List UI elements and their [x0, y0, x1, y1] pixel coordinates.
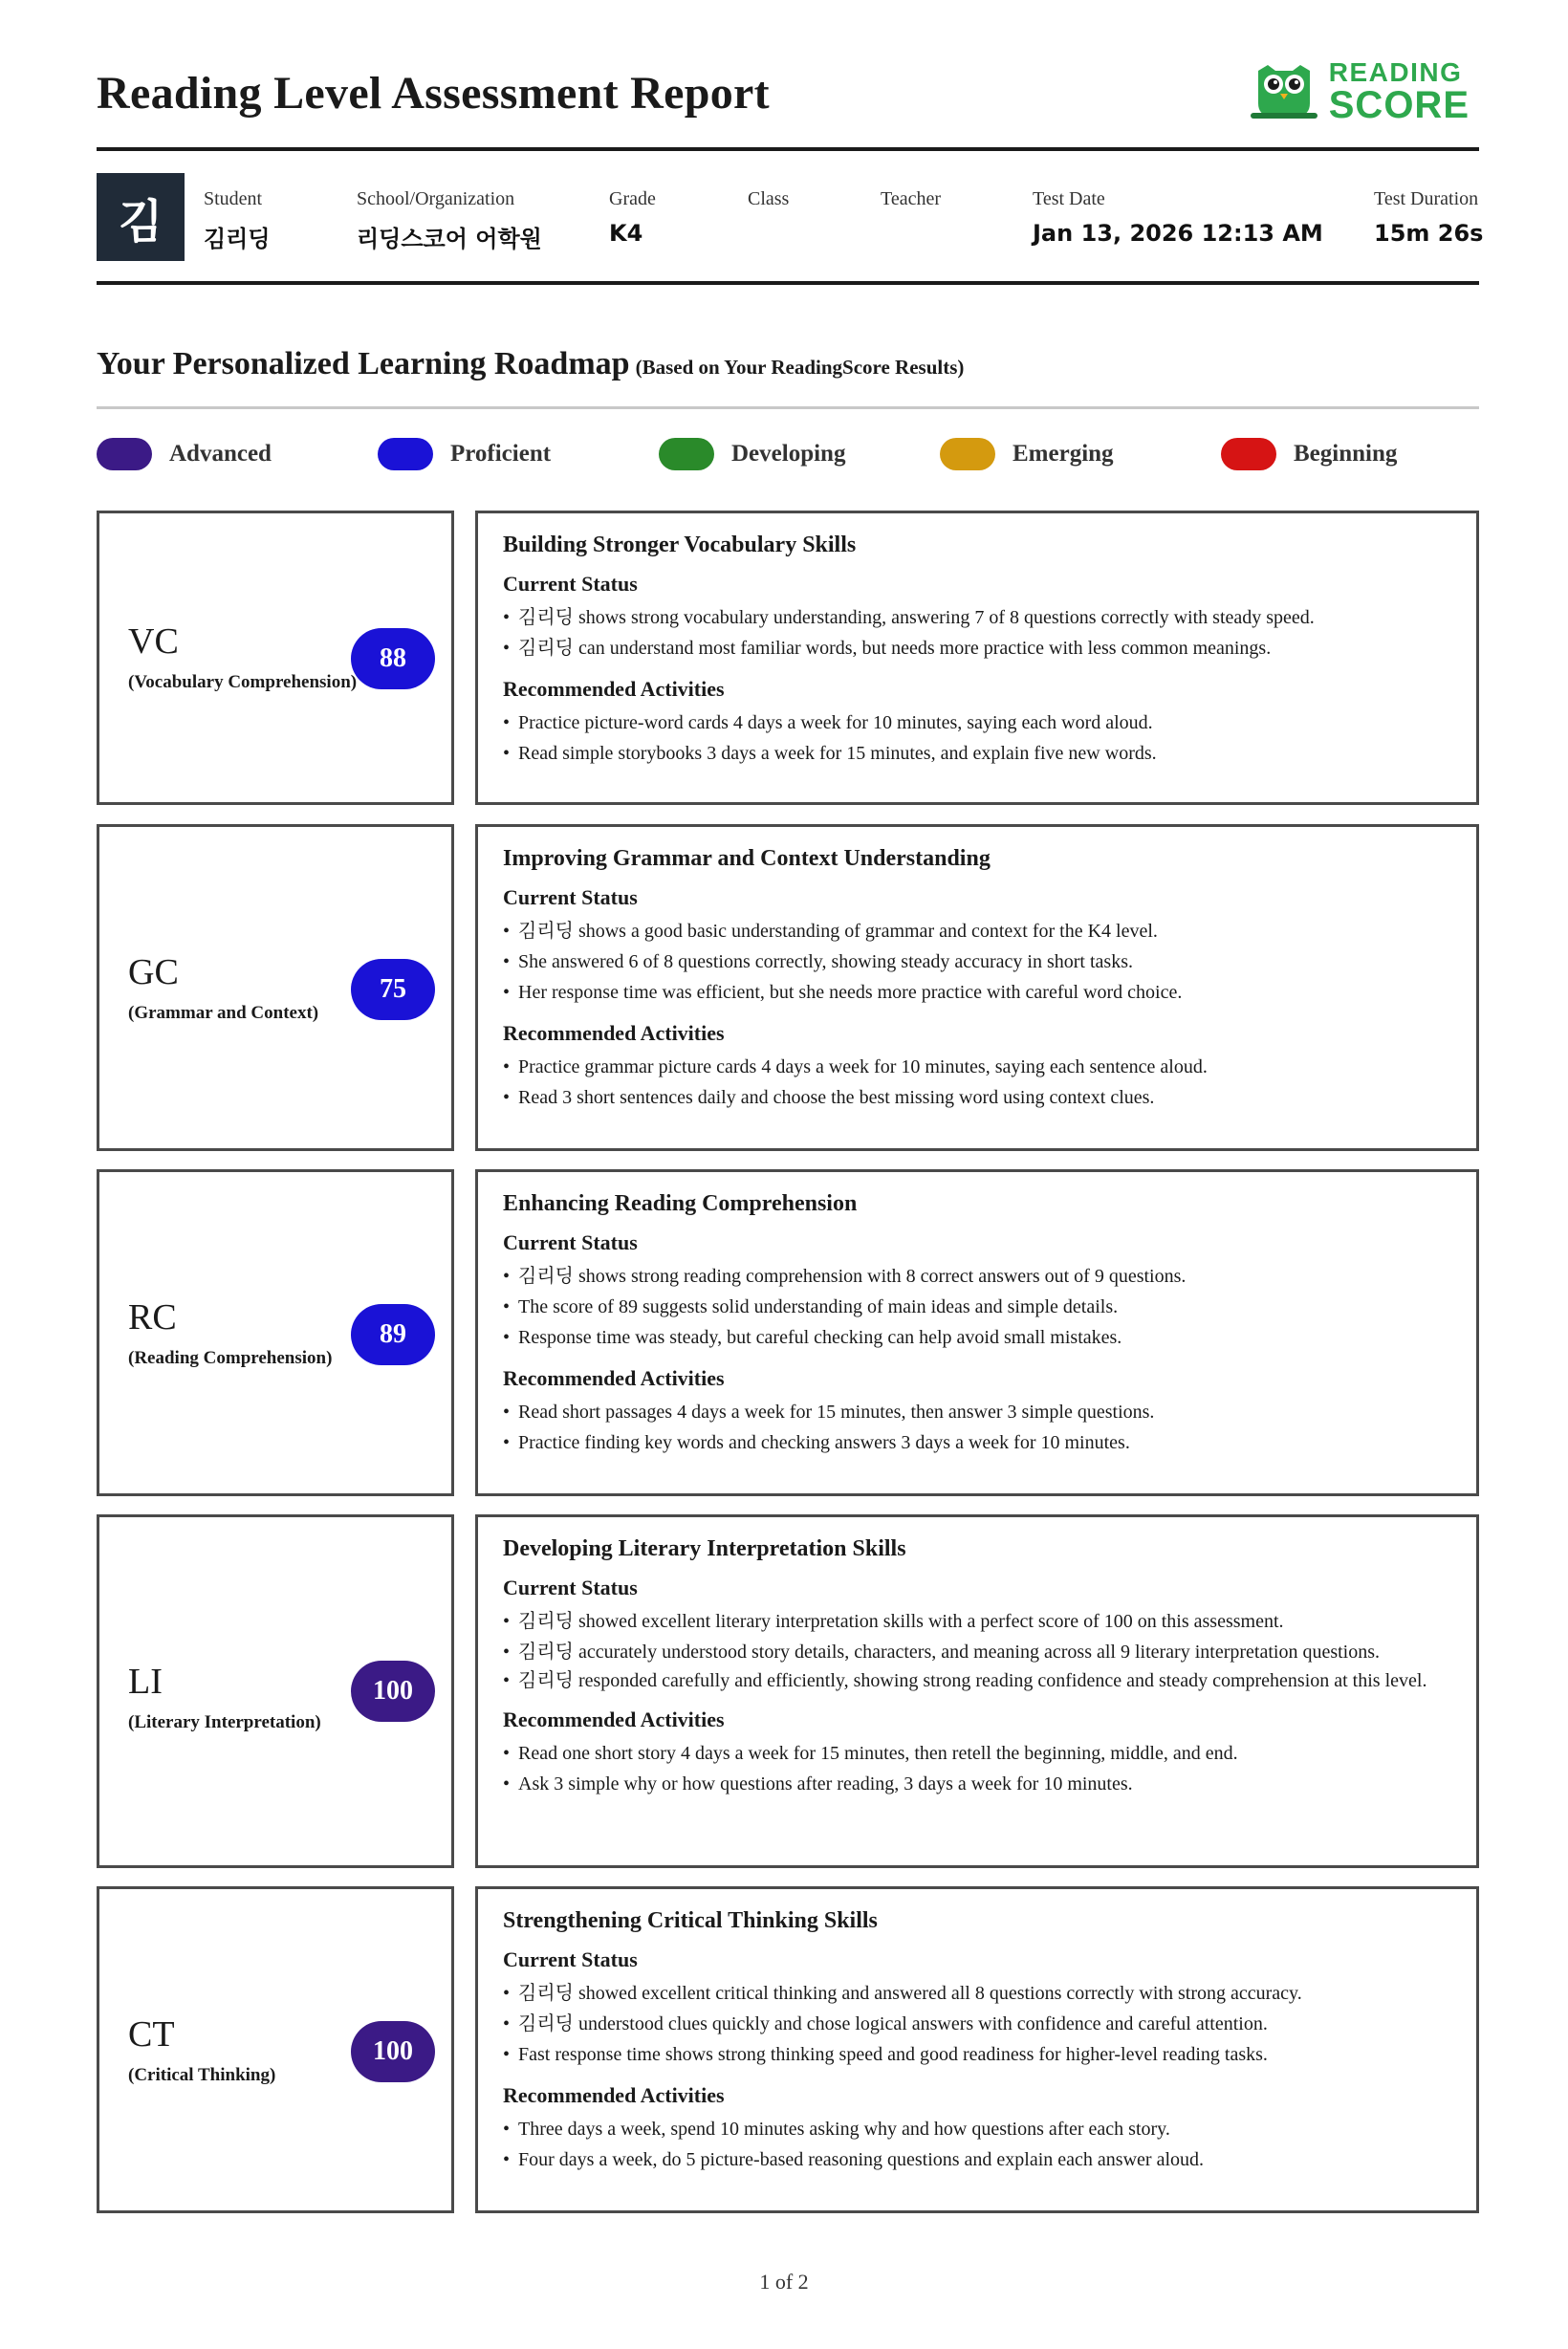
skill-code: VC	[128, 621, 179, 662]
score-badge: 75	[351, 959, 435, 1020]
readingscore-logo	[1251, 59, 1470, 124]
score-badge: 100	[351, 1661, 435, 1722]
skill-code: GC	[128, 952, 179, 992]
legend-label: Beginning	[1294, 441, 1398, 467]
field-value: Jan 13, 2026 12:13 AM	[1033, 220, 1323, 247]
logo-line-1: READING	[1328, 57, 1463, 87]
legend-item-proficient	[378, 438, 551, 470]
legend-label: Proficient	[450, 441, 552, 467]
current-status-heading: Current Status	[503, 885, 638, 909]
field-value: 김리딩	[204, 226, 271, 252]
list-item: • Her response time was efficient, but she needs more practice with careful word choice.	[503, 977, 1451, 1008]
legend-swatch	[659, 438, 714, 470]
score-badge: 100	[351, 2021, 435, 2082]
legend-item-advanced	[97, 438, 272, 470]
list-item: • Read simple storybooks 3 days a week for 15 minutes, and explain five new words.	[503, 738, 1451, 769]
roadmap-title	[97, 346, 964, 382]
list-item: • 김리딩 responded carefully and efficiently, showing strong reading confidence and steady comprehension at this level.	[503, 1667, 1451, 1694]
list-item: • Practice picture-word cards 4 days a week for 10 minutes, saying each word aloud.	[503, 707, 1451, 738]
recommended-activities-list	[503, 1397, 1451, 1458]
legend-item-developing	[659, 438, 845, 470]
current-status-list	[503, 916, 1451, 1008]
field-value: 15m 26s	[1374, 220, 1484, 247]
skill-score-card	[97, 511, 454, 805]
skill-score-card	[97, 1886, 454, 2213]
report-page	[97, 0, 1484, 2170]
field-teacher	[881, 188, 941, 220]
list-item: • Three days a week, spend 10 minutes asking why and how questions after each story.	[503, 2114, 1451, 2144]
skill-detail-card	[475, 824, 1479, 1151]
list-item: • Ask 3 simple why or how questions after reading, 3 days a week for 10 minutes.	[503, 1769, 1451, 1799]
recommended-activities-heading: Recommended Activities	[503, 1707, 725, 1731]
legend-item-emerging	[940, 438, 1114, 470]
list-item: • Practice grammar picture cards 4 days a week for 10 minutes, saying each sentence aloud.	[503, 1052, 1451, 1082]
field-label: Teacher	[881, 188, 941, 209]
skill-section-title: Developing Literary Interpretation Skills	[503, 1536, 906, 1561]
report-header	[97, 0, 1479, 151]
skill-name: (Vocabulary Comprehension)	[128, 672, 358, 692]
roadmap-divider	[97, 406, 1479, 409]
field-grade	[609, 188, 656, 247]
field-class	[748, 188, 789, 220]
skill-row-rc	[97, 1169, 1479, 1496]
legend-swatch	[97, 438, 152, 470]
field-test-date	[1033, 188, 1323, 247]
roadmap-title-text: Your Personalized Learning Roadmap	[97, 346, 630, 381]
roadmap-subtitle: (Based on Your ReadingScore Results)	[635, 356, 965, 379]
recommended-activities-list	[503, 1738, 1451, 1799]
skill-section-title: Enhancing Reading Comprehension	[503, 1191, 858, 1216]
field-value: 리딩스코어 어학원	[357, 226, 542, 252]
skill-detail-card	[475, 1514, 1479, 1868]
skill-detail-card	[475, 1886, 1479, 2213]
list-item: • Fast response time shows strong thinking speed and good readiness for higher-level reading tasks.	[503, 2039, 1451, 2070]
field-label: Class	[748, 188, 790, 209]
list-item: • 김리딩 accurately understood story details, characters, and meaning across all 9 literary interpretation questions.	[503, 1637, 1451, 1667]
skill-name: (Reading Comprehension)	[128, 1348, 333, 1368]
level-legend	[97, 438, 1479, 480]
skill-name: (Critical Thinking)	[128, 2065, 276, 2085]
skill-code: CT	[128, 2014, 175, 2055]
skill-section-title: Strengthening Critical Thinking Skills	[503, 1908, 878, 1933]
skill-name: (Grammar and Context)	[128, 1003, 319, 1023]
list-item: • Response time was steady, but careful checking can help avoid small mistakes.	[503, 1322, 1451, 1353]
skill-section-title: Improving Grammar and Context Understanding	[503, 846, 991, 871]
skill-row-gc	[97, 824, 1479, 1151]
current-status-heading: Current Status	[503, 1576, 638, 1599]
list-item: • The score of 89 suggests solid understanding of main ideas and simple details.	[503, 1292, 1451, 1322]
field-label: Student	[204, 188, 263, 209]
field-student	[204, 188, 271, 253]
recommended-activities-heading: Recommended Activities	[503, 1021, 725, 1045]
current-status-list	[503, 602, 1451, 663]
legend-label: Developing	[731, 441, 846, 467]
legend-label: Advanced	[169, 441, 272, 467]
skill-name: (Literary Interpretation)	[128, 1712, 321, 1732]
logo-line-2: SCORE	[1328, 84, 1470, 126]
info-divider	[97, 281, 1479, 285]
legend-item-beginning	[1221, 438, 1397, 470]
list-item: • 김리딩 shows a good basic understanding of grammar and context for the K4 level.	[503, 916, 1451, 946]
skill-section-title: Building Stronger Vocabulary Skills	[503, 533, 857, 557]
list-item: • Read one short story 4 days a week for 15 minutes, then retell the beginning, middle, and end.	[503, 1738, 1451, 1769]
list-item: • 김리딩 shows strong reading comprehension with 8 correct answers out of 9 questions.	[503, 1261, 1451, 1292]
recommended-activities-list	[503, 707, 1451, 769]
field-value: K4	[609, 220, 643, 247]
legend-swatch	[1221, 438, 1276, 470]
score-badge: 88	[351, 628, 435, 689]
skill-code: LI	[128, 1662, 163, 1702]
legend-swatch	[940, 438, 995, 470]
score-badge: 89	[351, 1304, 435, 1365]
field-label: Grade	[609, 188, 656, 209]
skill-score-card	[97, 1514, 454, 1868]
current-status-heading: Current Status	[503, 1947, 638, 1971]
skill-row-ct	[97, 1886, 1479, 2213]
field-label: School/Organization	[357, 188, 515, 209]
avatar: 김	[97, 173, 185, 261]
field-school	[357, 188, 542, 253]
skill-row-vc	[97, 511, 1479, 805]
logo-wordmark	[1329, 59, 1470, 124]
list-item: • Read short passages 4 days a week for 15 minutes, then answer 3 simple questions.	[503, 1397, 1451, 1427]
list-item: • 김리딩 understood clues quickly and chose logical answers with confidence and careful attention.	[503, 2009, 1451, 2039]
recommended-activities-heading: Recommended Activities	[503, 677, 725, 701]
skill-row-li	[97, 1514, 1479, 1868]
student-info-bar	[97, 171, 1484, 263]
list-item: • 김리딩 can understand most familiar words, but needs more practice with less common meanings.	[503, 633, 1451, 663]
current-status-list	[503, 1261, 1451, 1353]
recommended-activities-heading: Recommended Activities	[503, 2083, 725, 2107]
skill-score-card	[97, 824, 454, 1151]
header-divider	[97, 147, 1479, 151]
recommended-activities-list	[503, 1052, 1451, 1113]
list-item: • Read 3 short sentences daily and choose the best missing word using context clues.	[503, 1082, 1451, 1113]
list-item: • Four days a week, do 5 picture-based reasoning questions and explain each answer aloud.	[503, 2144, 1451, 2175]
field-label: Test Duration	[1374, 188, 1479, 209]
list-item: • She answered 6 of 8 questions correctly, showing steady accuracy in short tasks.	[503, 946, 1451, 977]
recommended-activities-list	[503, 2114, 1451, 2175]
field-test-duration	[1374, 188, 1483, 247]
skill-score-card	[97, 1169, 454, 1496]
list-item: • Practice finding key words and checking answers 3 days a week for 10 minutes.	[503, 1427, 1451, 1458]
report-title: Reading Level Assessment Report	[97, 68, 770, 119]
field-label: Test Date	[1033, 188, 1105, 209]
skill-code: RC	[128, 1297, 177, 1338]
skill-detail-card	[475, 511, 1479, 805]
current-status-heading: Current Status	[503, 1230, 638, 1254]
owl-logo-icon	[1251, 61, 1318, 122]
current-status-list	[503, 1978, 1451, 2070]
recommended-activities-heading: Recommended Activities	[503, 1366, 725, 1390]
current-status-heading: Current Status	[503, 572, 638, 596]
page-number: 1 of 2	[759, 2270, 809, 2294]
skill-detail-card	[475, 1169, 1479, 1496]
list-item: • 김리딩 shows strong vocabulary understanding, answering 7 of 8 questions correctly with steady speed.	[503, 602, 1451, 633]
list-item: • 김리딩 showed excellent critical thinking and answered all 8 questions correctly with strong accuracy.	[503, 1978, 1451, 2009]
current-status-list	[503, 1606, 1451, 1694]
legend-swatch	[378, 438, 433, 470]
list-item: • 김리딩 showed excellent literary interpretation skills with a perfect score of 100 on this assessment.	[503, 1606, 1451, 1637]
legend-label: Emerging	[1013, 441, 1114, 467]
